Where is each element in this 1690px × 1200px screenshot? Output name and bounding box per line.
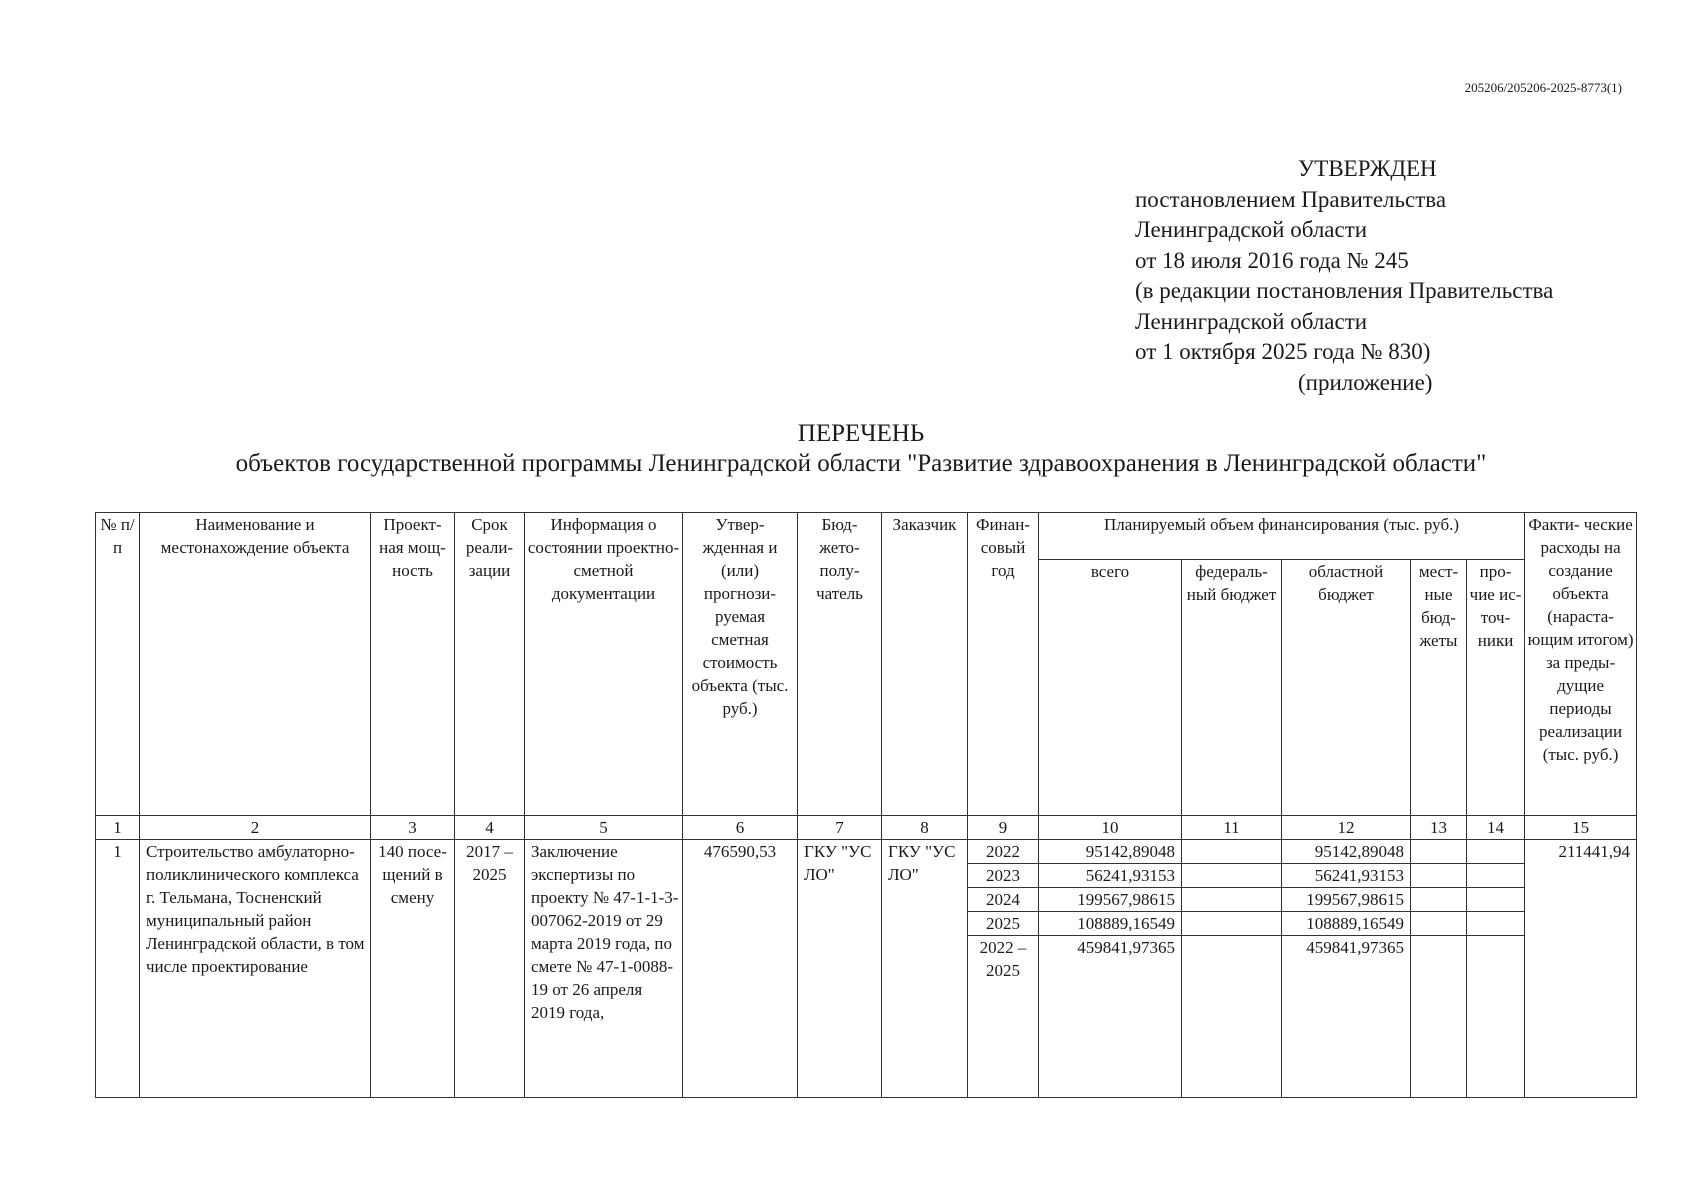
header-customer: Заказчик — [882, 513, 968, 816]
column-numbers-row — [96, 816, 1637, 840]
document-title: ПЕРЕЧЕНЬ — [797, 420, 925, 447]
object-term: 2017 – 2025 — [455, 840, 525, 1098]
finance-federal — [1182, 840, 1282, 864]
finance-total: 459841,97365 — [1039, 936, 1182, 1098]
finance-year: 2025 — [968, 912, 1039, 936]
finance-year: 2023 — [968, 864, 1039, 888]
header-term: Срок реали- зации — [455, 513, 525, 816]
finance-other — [1467, 888, 1525, 912]
column-number: 8 — [882, 816, 968, 840]
object-cost: 476590,53 — [683, 840, 798, 1098]
approval-line: Ленинградской области — [1135, 217, 1368, 242]
header-capacity: Проект- ная мощ- ность — [371, 513, 455, 816]
approval-block — [1135, 154, 1553, 398]
approval-line: (в редакции постановления Правительства — [1135, 278, 1554, 303]
finance-local — [1411, 936, 1467, 1098]
header-total: всего — [1039, 560, 1182, 816]
object-name: Строительство амбулаторно- поликлинического комплекса г. Тельмана, Тосненский муниципальный район Ленинградской области, в том числе проектирование — [140, 840, 371, 1098]
approval-title: УТВЕРЖДЕН — [1298, 156, 1437, 181]
table-row — [96, 840, 1637, 864]
column-number: 11 — [1182, 816, 1282, 840]
object-capacity: 140 посе- щений в смену — [371, 840, 455, 1098]
header-recipient: Бюд- жето- полу- чатель — [798, 513, 882, 816]
finance-total: 56241,93153 — [1039, 864, 1182, 888]
finance-other — [1467, 864, 1525, 888]
finance-regional: 56241,93153 — [1282, 864, 1411, 888]
finance-regional: 95142,89048 — [1282, 840, 1411, 864]
header-federal: федераль- ный бюджет — [1182, 560, 1282, 816]
finance-regional: 108889,16549 — [1282, 912, 1411, 936]
header-name: Наименование и местонахождение объекта — [140, 513, 371, 816]
approval-line: от 1 октября 2025 года № 830) — [1135, 339, 1431, 364]
finance-other — [1467, 912, 1525, 936]
header-num: № п/п — [96, 513, 140, 816]
column-number: 6 — [683, 816, 798, 840]
header-regional: областной бюджет — [1282, 560, 1411, 816]
header-actual: Факти- ческие расходы на создание объекта (нараста- ющим итогом) за преды- дущие периоды реализации (тыс. руб.) — [1525, 513, 1637, 816]
column-number: 15 — [1525, 816, 1637, 840]
finance-other — [1467, 936, 1525, 1098]
finance-federal — [1182, 912, 1282, 936]
header-cost: Утвер- жденная и (или) прогнози- руемая сметная стоимость объекта (тыс. руб.) — [683, 513, 798, 816]
header-year: Финан- совый год — [968, 513, 1039, 816]
finance-total: 95142,89048 — [1039, 840, 1182, 864]
objects-table — [95, 512, 1637, 1098]
column-number: 1 — [96, 816, 140, 840]
finance-federal — [1182, 936, 1282, 1098]
finance-other — [1467, 840, 1525, 864]
column-number: 10 — [1039, 816, 1182, 840]
header-planned: Планируемый объем финансирования (тыс. руб.) — [1039, 513, 1525, 560]
column-number: 7 — [798, 816, 882, 840]
column-number: 3 — [371, 816, 455, 840]
document-number: 205206/205206-2025-8773(1) — [1464, 80, 1622, 95]
column-number: 13 — [1411, 816, 1467, 840]
approval-appendix: (приложение) — [1298, 369, 1433, 395]
finance-year: 2024 — [968, 888, 1039, 912]
approval-line: постановлением Правительства — [1135, 186, 1447, 212]
finance-total: 199567,98615 — [1039, 888, 1182, 912]
column-number: 5 — [525, 816, 683, 840]
finance-year: 2022 — [968, 840, 1039, 864]
finance-year: 2022 – 2025 — [968, 936, 1039, 1098]
finance-local — [1411, 840, 1467, 864]
finance-total: 108889,16549 — [1039, 912, 1182, 936]
object-recipient: ГКУ "УС ЛО" — [798, 840, 882, 1098]
object-docs: Заключение экспертизы по проекту № 47-1-1-3- 007062-2019 от 29 марта 2019 года, по смете № 47-1-0088-19 от 26 апреля 2019 года, — [525, 840, 683, 1098]
column-number: 2 — [140, 816, 371, 840]
finance-local — [1411, 864, 1467, 888]
header-other: про- чие ис- точ- ники — [1467, 560, 1525, 816]
column-number: 9 — [968, 816, 1039, 840]
header-docs: Информация о состоянии проектно- сметной документации — [525, 513, 683, 816]
column-number: 14 — [1467, 816, 1525, 840]
finance-local — [1411, 912, 1467, 936]
column-number: 12 — [1282, 816, 1411, 840]
column-number: 4 — [455, 816, 525, 840]
row-num: 1 — [96, 840, 140, 1098]
approval-line: от 18 июля 2016 года № 245 — [1135, 247, 1409, 273]
finance-regional: 199567,98615 — [1282, 888, 1411, 912]
finance-local — [1411, 888, 1467, 912]
finance-federal — [1182, 888, 1282, 912]
approval-line: Ленинградской области — [1135, 308, 1368, 334]
finance-regional: 459841,97365 — [1282, 936, 1411, 1098]
finance-federal — [1182, 864, 1282, 888]
actual-expenses: 211441,94 — [1525, 840, 1637, 1098]
object-customer: ГКУ "УС ЛО" — [882, 840, 968, 1098]
document-subtitle: объектов государственной программы Ленинградской области "Развитие здравоохранения в Ленинградской области" — [235, 450, 1487, 477]
header-local: мест- ные бюд- жеты — [1411, 560, 1467, 816]
